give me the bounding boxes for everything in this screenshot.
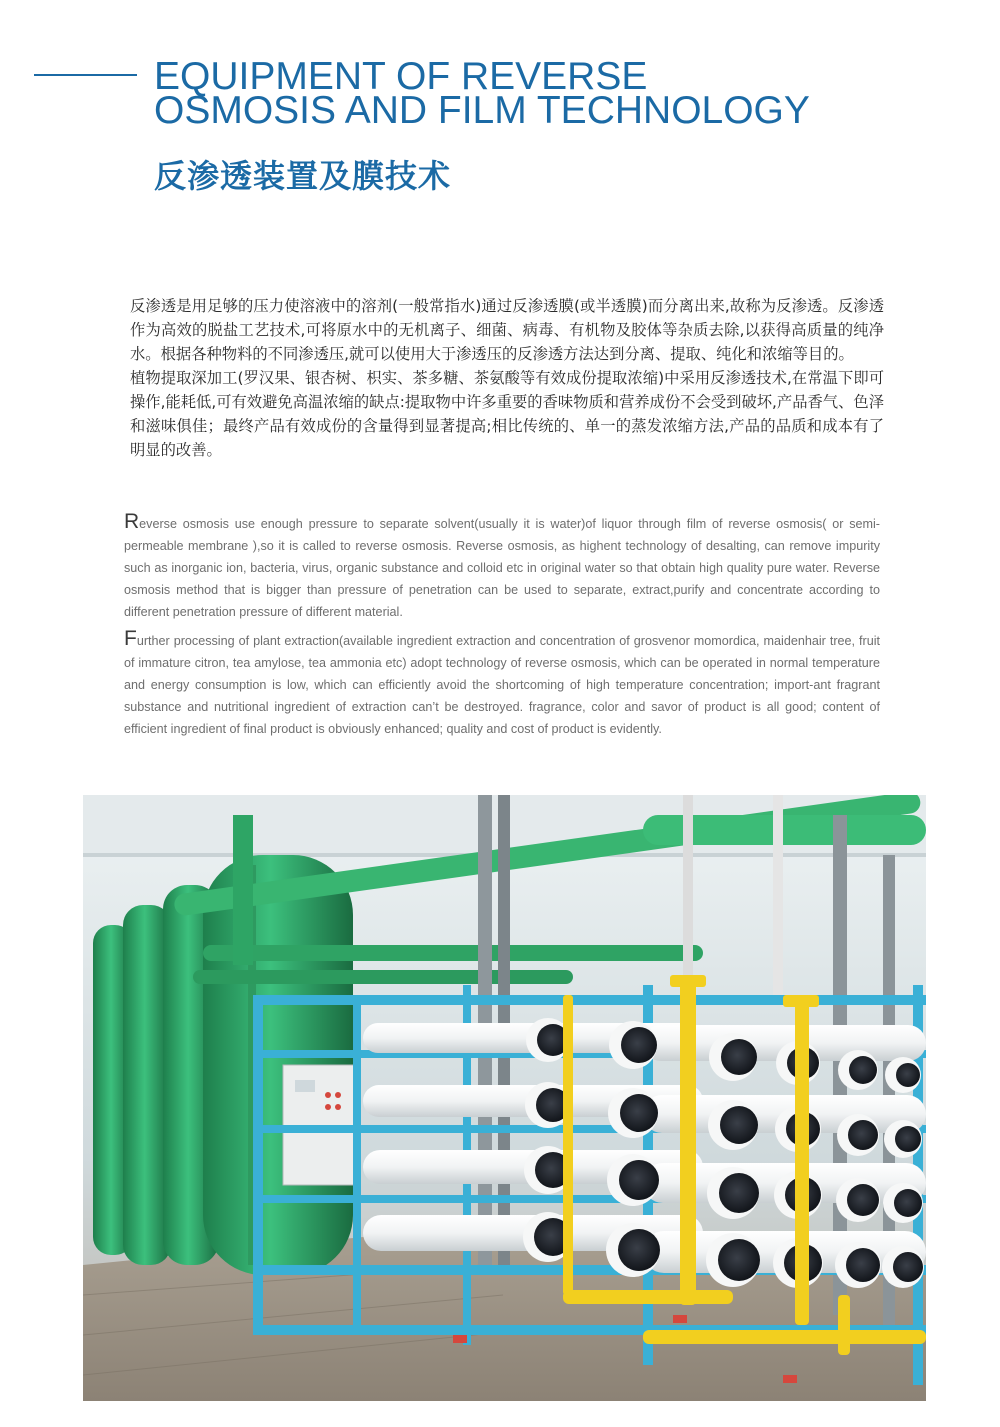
page-title-cn: 反渗透装置及膜技术 xyxy=(154,157,452,195)
cn-paragraph-2: 植物提取深加工(罗汉果、银杏树、枳实、茶多糖、茶氨酸等有效成份提取浓缩)中采用反渗透技术,在常温下即可操作,能耗低,可有效避免高温浓缩的缺点:提取物中许多重要的香味物质和营养成份不会受到破坏,产品香气、色泽和滋味俱佳；最终产品有效成份的含量得到显著提高;相比传统的、单一的蒸发浓缩方法,产品的品质和成本有了明显的改善。 xyxy=(130,369,884,459)
english-body-text xyxy=(124,512,880,746)
title-en-line2: OSMOSIS AND FILM TECHNOLOGY xyxy=(154,89,810,132)
en-paragraph-1-text: everse osmosis use enough pressure to separate solvent(usually it is water)of liquor through film of reverse osmosis( or semi-permeable membrane ),so it is called to reverse osmosis. Reverse osmosis, as highent technology of desalting, can remove impurity such as inorganic ion, bacteria, virus, organic substance and colloid etc in original water so that obtain high quality pure water. Reverse osmosis method that is bigger than pressure of penetration can be used to separate, extract,purify and concentrate according to different penetration pressure of different material. xyxy=(124,517,880,619)
en-paragraph-1-initial: R xyxy=(124,510,140,533)
en-paragraph-2 xyxy=(124,629,880,740)
chinese-body-text xyxy=(130,294,884,462)
title-en-line1: EQUIPMENT OF REVERSE xyxy=(154,55,648,98)
en-paragraph-2-text: urther processing of plant extraction(available ingredient extraction and concentration of grosvenor momordica, maidenhair tree, fruit of immature citron, tea amylose, tea ammonia etc) adopt technology of reverse osmosis, which can be operated in normal temperature and energy consumption is low, which can efficiently avoid the shortcoming of high temperature concentration; import-ant fragrant substance and nutritional ingredient of extraction can’t be destroyed. fragrance, color and savor of product is all good; content of efficient ingredient of final product is obviously enhanced; quality and cost of product is evidently. xyxy=(124,634,880,736)
en-paragraph-2-initial: F xyxy=(124,627,137,650)
reverse-osmosis-equipment-photo xyxy=(83,795,926,1401)
header-rule xyxy=(34,74,137,76)
cn-paragraph-1: 反渗透是用足够的压力使溶液中的溶剂(一般常指水)通过反渗透膜(或半透膜)而分离出来,故称为反渗透。反渗透作为高效的脱盐工艺技术,可将原水中的无机离子、细菌、病毒、有机物及胶体等杂质去除,以获得高质量的纯净水。根据各种物料的不同渗透压,就可以使用大于渗透压的反渗透方法达到分离、提取、纯化和浓缩等目的。 xyxy=(130,297,884,363)
page-title-en xyxy=(154,55,954,132)
en-paragraph-1 xyxy=(124,512,880,623)
